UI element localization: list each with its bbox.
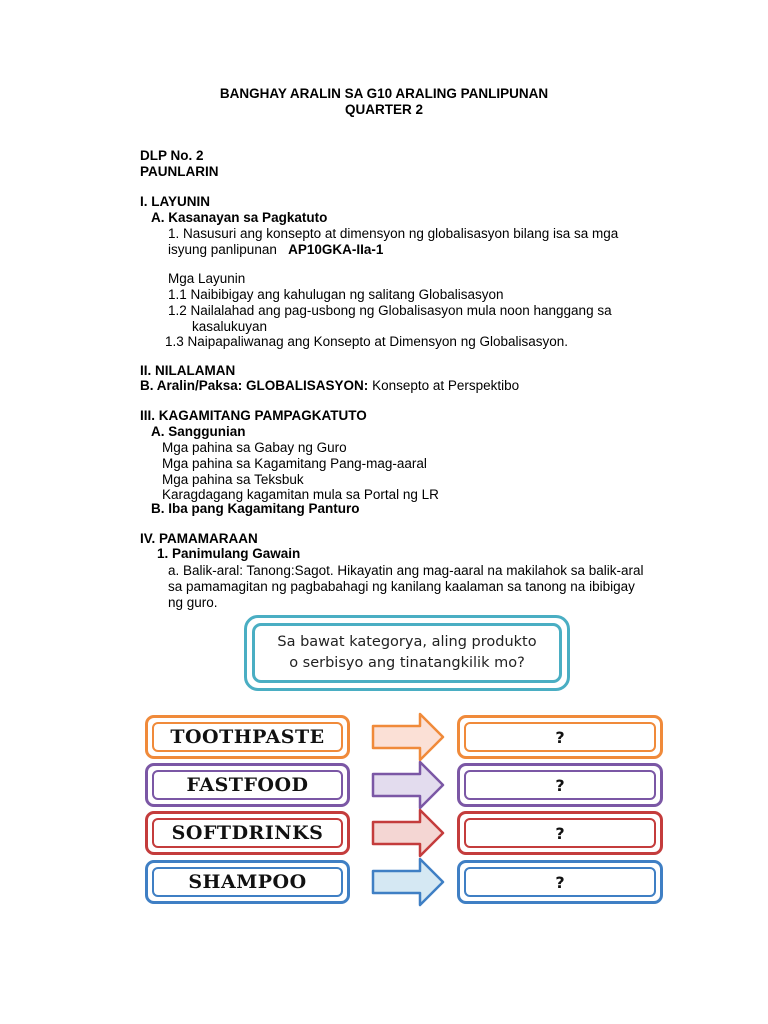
panimulang-gawain-heading: 1. Panimulang Gawain: [157, 546, 301, 561]
document-quarter: QUARTER 2: [344, 102, 423, 117]
activity-prompt-line2: o serbisyo ang tinatangkilik mo?: [289, 655, 525, 671]
category-box: [145, 763, 350, 807]
answer-placeholder: ?: [464, 867, 656, 897]
category-label: FASTFOOD: [152, 770, 343, 800]
category-box: [145, 811, 350, 855]
activity-prompt-box: [244, 615, 570, 691]
answer-placeholder: ?: [464, 722, 656, 752]
balik-aral-line2: sa pamamagitan ng pagbabahagi ng kanilang kaalaman sa tanong na ibibigay: [168, 579, 635, 594]
kasanayan-heading: A. Kasanayan sa Pagkatuto: [151, 210, 328, 225]
mga-layunin-label: Mga Layunin: [168, 271, 246, 286]
sanggunian-heading: A. Sanggunian: [151, 424, 246, 439]
category-label: TOOTHPASTE: [152, 722, 343, 752]
dlp-type: PAUNLARIN: [140, 164, 219, 179]
dlp-number: DLP No. 2: [140, 148, 204, 163]
objective-3: 1.3 Naipapaliwanag ang Konsepto at Dimensyon ng Globalisasyon.: [165, 334, 569, 349]
category-box: [145, 715, 350, 759]
section-kagamitan-heading: III. KAGAMITANG PAMPAGKATUTO: [140, 408, 367, 423]
answer-box: [457, 860, 663, 904]
competency-text-line2: [168, 242, 383, 258]
objective-1: 1.1 Naibibigay ang kahulugan ng salitang Globalisasyon: [168, 287, 504, 302]
category-box: [145, 860, 350, 904]
activity-prompt-line1: Sa bawat kategorya, aling produkto: [277, 634, 537, 650]
reference-3: Mga pahina sa Teksbuk: [162, 472, 304, 487]
objective-2-line1: 1.2 Nailalahad ang pag-usbong ng Globalisasyon mula noon hanggang sa: [168, 303, 612, 318]
iba-pang-kagamitan-heading: B. Iba pang Kagamitang Panturo: [151, 501, 360, 516]
category-label: SHAMPOO: [152, 867, 343, 897]
section-layunin-heading: I. LAYUNIN: [140, 194, 211, 209]
section-nilalaman-heading: II. NILALAMAN: [140, 363, 236, 378]
reference-2: Mga pahina sa Kagamitang Pang-mag-aaral: [162, 456, 427, 471]
reference-4: Karagdagang kagamitan mula sa Portal ng LR: [162, 487, 439, 502]
right-arrow-icon: [370, 856, 446, 908]
activity-prompt-text: [252, 623, 562, 683]
answer-box: [457, 715, 663, 759]
arrow-shape: [373, 762, 443, 808]
balik-aral-line3: ng guro.: [168, 595, 218, 610]
document-title: BANGHAY ARALIN SA G10 ARALING PANLIPUNAN: [219, 86, 549, 101]
right-arrow-icon: [370, 711, 446, 763]
section-pamamaraan-heading: IV. PAMAMARAAN: [140, 531, 258, 546]
category-label: SOFTDRINKS: [152, 818, 343, 848]
right-arrow-icon: [370, 759, 446, 811]
answer-box: [457, 811, 663, 855]
competency-code: AP10GKA-IIa-1: [288, 242, 384, 257]
aralin-label: B. Aralin/Paksa: GLOBALISASYON:: [140, 378, 369, 393]
aralin-value: Konsepto at Perspektibo: [372, 378, 520, 393]
aralin-paksa: [140, 378, 519, 394]
arrow-shape: [373, 859, 443, 905]
competency-text-line1: 1. Nasusuri ang konsepto at dimensyon ng globalisasyon bilang isa sa mga: [168, 226, 619, 241]
answer-box: [457, 763, 663, 807]
answer-placeholder: ?: [464, 770, 656, 800]
reference-1: Mga pahina sa Gabay ng Guro: [162, 440, 347, 455]
right-arrow-icon: [370, 807, 446, 859]
arrow-shape: [373, 714, 443, 760]
answer-placeholder: ?: [464, 818, 656, 848]
arrow-shape: [373, 810, 443, 856]
balik-aral-line1: a. Balik-aral: Tanong:Sagot. Hikayatin ang mag-aaral na makilahok sa balik-aral: [168, 563, 644, 578]
objective-2-line2: kasalukuyan: [192, 319, 268, 334]
competency-text-line2-label: isyung panlipunan: [168, 242, 277, 257]
